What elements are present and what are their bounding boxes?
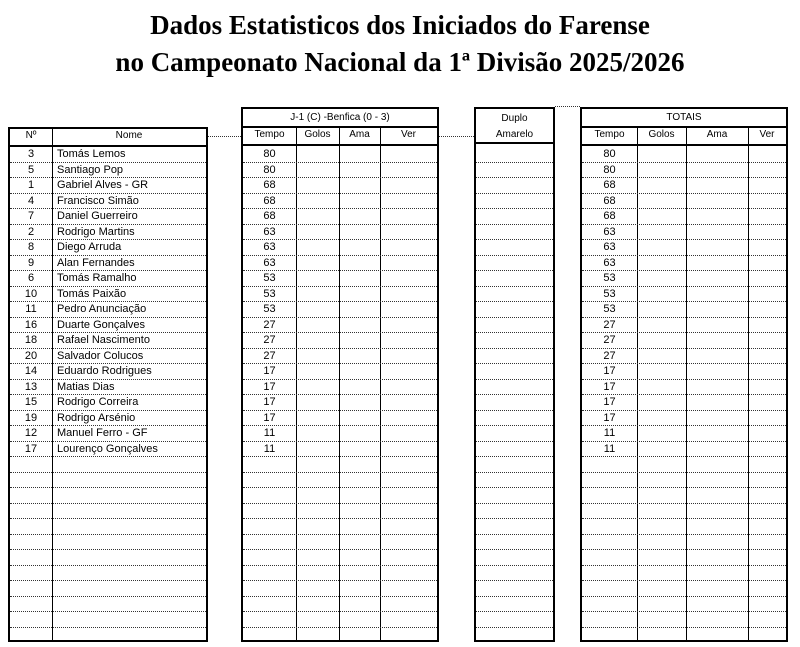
duplo-label-2: Amarelo (495, 129, 534, 140)
table-row (582, 566, 786, 582)
total-tempo-cell: 63 (603, 256, 616, 269)
total-tempo-cell: 27 (603, 334, 616, 346)
match-col-ama: Ama (349, 129, 370, 140)
table-row (10, 302, 206, 318)
player-number: 14 (24, 365, 38, 377)
player-number (10, 535, 52, 551)
player-number (10, 612, 52, 628)
total-tempo-cell: 63 (603, 241, 616, 253)
player-name: Matias Dias (57, 380, 115, 393)
table-row (10, 349, 206, 365)
table-row (582, 581, 786, 597)
table-row (582, 488, 786, 504)
table-row (582, 163, 786, 179)
match-tempo-cell: 63 (263, 241, 276, 253)
total-tempo-cell: 53 (603, 272, 616, 284)
table-row (476, 349, 553, 365)
table-row (582, 318, 786, 334)
player-number (10, 504, 52, 520)
table-row (476, 612, 553, 628)
total-tempo-cell: 11 (603, 427, 616, 439)
match-tempo-cell: 17 (263, 380, 276, 393)
player-name (57, 504, 206, 520)
table-row (10, 411, 206, 427)
table-row (10, 287, 206, 303)
table-row (243, 519, 437, 535)
table-row (10, 318, 206, 334)
table-row (476, 473, 553, 489)
col-header-num: Nº (25, 130, 37, 141)
table-row (10, 426, 206, 442)
total-tempo-cell (582, 535, 637, 551)
player-name: Gabriel Alves - GR (57, 179, 149, 191)
total-tempo-cell: 63 (603, 225, 616, 238)
table-row (243, 271, 437, 287)
player-name (57, 581, 206, 597)
table-row (10, 209, 206, 225)
totals-col-headers (582, 128, 786, 146)
table-row (243, 473, 437, 489)
table-row (582, 473, 786, 489)
duplo-label-1: Duplo (501, 113, 528, 124)
table-row (582, 225, 786, 241)
table-row (10, 256, 206, 272)
match-col-golos: Golos (304, 129, 331, 140)
table-row (476, 411, 553, 427)
table-row (243, 535, 437, 551)
table-row (582, 612, 786, 628)
table-row (243, 442, 437, 458)
player-number (10, 519, 52, 535)
player-number: 15 (24, 396, 38, 408)
player-number: 11 (25, 303, 37, 315)
total-tempo-cell (582, 457, 637, 473)
total-tempo-cell: 80 (603, 163, 616, 176)
table-row (243, 302, 437, 318)
table-row (243, 426, 437, 442)
player-name: Duarte Gonçalves (57, 318, 146, 331)
total-tempo-cell: 11 (603, 442, 616, 455)
table-row (582, 209, 786, 225)
table-row (10, 488, 206, 504)
total-tempo-cell: 17 (603, 411, 616, 424)
table-row (10, 535, 206, 551)
total-tempo-cell (582, 566, 637, 582)
table-row (476, 364, 553, 380)
table-row (476, 271, 553, 287)
table-row (10, 612, 206, 628)
table-row (243, 194, 437, 210)
table-row (476, 194, 553, 210)
player-number (10, 581, 52, 597)
total-tempo-cell: 53 (603, 303, 616, 315)
total-tempo-cell (582, 473, 637, 489)
player-number: 16 (24, 318, 38, 331)
table-row (582, 240, 786, 256)
connector (555, 106, 580, 107)
table-row (243, 287, 437, 303)
match-tempo-cell (243, 535, 296, 551)
players-table (8, 127, 208, 642)
table-row (243, 395, 437, 411)
table-row (10, 442, 206, 458)
table-row (10, 271, 206, 287)
table-row (243, 163, 437, 179)
player-number (10, 566, 52, 582)
player-number (10, 488, 52, 504)
player-number: 13 (24, 380, 38, 393)
match-tempo-cell: 63 (263, 225, 276, 238)
table-row (10, 581, 206, 597)
player-number (10, 550, 52, 566)
table-row (10, 333, 206, 349)
table-row (582, 302, 786, 318)
table-row (10, 163, 206, 179)
page-title-line2: no Campeonato Nacional da 1ª Divisão 2025/2026 (115, 47, 685, 77)
player-name: Manuel Ferro - GF (57, 427, 148, 439)
table-row (476, 163, 553, 179)
player-name: Salvador Colucos (57, 349, 144, 362)
match-tempo-cell: 53 (263, 287, 276, 300)
table-row (582, 457, 786, 473)
total-tempo-cell: 27 (603, 318, 616, 331)
player-number: 12 (24, 427, 38, 439)
player-number: 1 (27, 179, 35, 191)
table-row (476, 240, 553, 256)
total-tempo-cell (582, 612, 637, 628)
table-row (10, 147, 206, 163)
totals-col-tempo: Tempo (594, 129, 625, 140)
table-row (476, 225, 553, 241)
player-number: 17 (24, 442, 38, 455)
player-name: Daniel Guerreiro (57, 210, 138, 222)
table-row (10, 364, 206, 380)
player-name (57, 473, 206, 489)
player-name: Diego Arruda (57, 241, 122, 253)
match-tempo-cell: 17 (263, 365, 276, 377)
totals-table (580, 107, 788, 642)
match-tempo-cell: 68 (263, 179, 276, 191)
player-name: Lourenço Gonçalves (57, 442, 158, 455)
table-row (243, 225, 437, 241)
table-row (582, 271, 786, 287)
player-name (57, 488, 206, 504)
player-number: 3 (27, 148, 35, 160)
totals-col-ama: Ama (706, 129, 728, 140)
total-tempo-cell: 68 (603, 179, 616, 191)
match-tempo-cell: 27 (263, 334, 276, 346)
table-row (476, 256, 553, 272)
table-row (582, 349, 786, 365)
player-name (57, 566, 206, 582)
player-name (57, 597, 206, 613)
player-name: Santiago Pop (57, 163, 124, 176)
total-tempo-cell (582, 519, 637, 535)
player-number: 4 (27, 194, 35, 207)
table-row (10, 178, 206, 194)
player-name: Rafael Nascimento (57, 334, 150, 346)
table-row (243, 240, 437, 256)
player-number: 19 (24, 411, 38, 424)
table-row (476, 209, 553, 225)
match-tempo-cell: 27 (263, 318, 276, 331)
connector (439, 136, 474, 137)
player-number: 18 (24, 334, 38, 346)
table-row (582, 535, 786, 551)
match-tempo-cell (243, 612, 296, 628)
match-tempo-cell (243, 597, 296, 613)
player-number (10, 597, 52, 613)
match-col-tempo: Tempo (254, 129, 285, 140)
table-row (10, 380, 206, 396)
match-tempo-cell: 80 (263, 148, 276, 160)
table-row (10, 225, 206, 241)
match-tempo-cell: 68 (263, 194, 276, 207)
table-row (476, 488, 553, 504)
match-tempo-cell (243, 504, 296, 520)
match-table (241, 107, 439, 642)
match-tempo-cell: 63 (263, 256, 276, 269)
player-name (57, 612, 206, 628)
table-row (243, 318, 437, 334)
table-row (582, 550, 786, 566)
player-name (57, 457, 206, 473)
total-tempo-cell: 17 (603, 380, 616, 393)
table-row (243, 411, 437, 427)
connector (208, 136, 241, 137)
table-row (243, 333, 437, 349)
total-tempo-cell: 68 (603, 194, 616, 207)
table-row (243, 566, 437, 582)
player-name (57, 550, 206, 566)
match-tempo-cell (243, 566, 296, 582)
player-number (10, 473, 52, 489)
match-label: J-1 (C) -Benfica (0 - 3) (243, 109, 437, 128)
total-tempo-cell: 17 (603, 365, 616, 377)
player-number: 10 (24, 287, 38, 300)
match-tempo-cell (243, 550, 296, 566)
match-tempo-cell (243, 581, 296, 597)
total-tempo-cell (582, 488, 637, 504)
total-tempo-cell: 17 (603, 396, 616, 408)
table-row (476, 395, 553, 411)
player-name (57, 519, 206, 535)
match-tempo-cell: 17 (263, 396, 276, 408)
table-row (582, 395, 786, 411)
table-row (10, 504, 206, 520)
table-row (10, 457, 206, 473)
total-tempo-cell (582, 550, 637, 566)
player-name: Tomás Ramalho (57, 272, 137, 284)
totals-col-ver: Ver (759, 129, 775, 140)
table-row (582, 519, 786, 535)
player-number: 6 (27, 272, 35, 284)
match-tempo-cell: 11 (263, 442, 276, 455)
table-row (243, 364, 437, 380)
table-row (476, 318, 553, 334)
total-tempo-cell: 53 (603, 287, 616, 300)
table-row (476, 147, 553, 163)
table-row (582, 178, 786, 194)
player-name: Tomás Paixão (57, 287, 127, 300)
table-row (476, 566, 553, 582)
player-name: Pedro Anunciação (57, 303, 147, 315)
page-title-line1: Dados Estatisticos dos Iniciados do Farense (150, 10, 650, 40)
table-row (476, 178, 553, 194)
player-name: Alan Fernandes (57, 256, 135, 269)
match-tempo-cell: 11 (263, 427, 276, 439)
match-tempo-cell: 80 (263, 163, 276, 176)
table-row (243, 550, 437, 566)
duplo-header (476, 109, 553, 144)
table-row (243, 581, 437, 597)
table-row (243, 457, 437, 473)
player-name: Rodrigo Arsénio (57, 411, 136, 424)
table-row (10, 597, 206, 613)
player-name: Rodrigo Correira (57, 396, 139, 408)
table-row (243, 488, 437, 504)
player-number: 5 (27, 163, 35, 176)
total-tempo-cell: 80 (603, 148, 616, 160)
table-row (582, 364, 786, 380)
table-row (476, 581, 553, 597)
table-row (476, 426, 553, 442)
player-name: Francisco Simão (57, 194, 139, 207)
table-row (476, 380, 553, 396)
table-row (243, 504, 437, 520)
table-row (582, 411, 786, 427)
player-name: Rodrigo Martins (57, 225, 135, 238)
table-row (582, 504, 786, 520)
table-row (476, 535, 553, 551)
table-row (10, 194, 206, 210)
player-name: Eduardo Rodrigues (57, 365, 152, 377)
table-row (476, 504, 553, 520)
table-row (476, 550, 553, 566)
table-row (243, 256, 437, 272)
match-tempo-cell: 53 (263, 303, 276, 315)
player-number (10, 457, 52, 473)
player-number: 2 (27, 225, 35, 238)
table-row (243, 178, 437, 194)
duplo-amarelo-table (474, 107, 555, 642)
total-tempo-cell (582, 504, 637, 520)
totals-label: TOTAIS (582, 109, 786, 128)
table-row (582, 597, 786, 613)
totals-col-golos: Golos (648, 129, 675, 140)
table-row (582, 426, 786, 442)
table-row (476, 597, 553, 613)
match-tempo-cell (243, 519, 296, 535)
table-row (10, 473, 206, 489)
table-row (582, 442, 786, 458)
match-tempo-cell (243, 488, 296, 504)
table-row (476, 442, 553, 458)
table-row (582, 287, 786, 303)
player-number: 9 (27, 256, 35, 269)
player-number: 7 (27, 210, 35, 222)
match-col-ver: Ver (400, 129, 416, 140)
table-row (10, 566, 206, 582)
table-row (582, 147, 786, 163)
total-tempo-cell: 27 (603, 349, 616, 362)
table-row (476, 333, 553, 349)
match-tempo-cell: 17 (263, 411, 276, 424)
table-row (243, 147, 437, 163)
player-name: Tomás Lemos (57, 148, 126, 160)
table-row (10, 519, 206, 535)
table-row (582, 256, 786, 272)
table-row (243, 612, 437, 628)
table-row (582, 333, 786, 349)
match-tempo-cell: 27 (263, 349, 276, 362)
total-tempo-cell: 68 (603, 210, 616, 222)
players-table-header (10, 129, 206, 147)
table-row (582, 380, 786, 396)
table-row (243, 380, 437, 396)
table-row (476, 519, 553, 535)
table-row (243, 597, 437, 613)
col-header-name: Nome (115, 130, 143, 141)
table-row (243, 349, 437, 365)
table-row (476, 287, 553, 303)
table-row (10, 395, 206, 411)
match-tempo-cell: 53 (263, 272, 276, 284)
match-tempo-cell (243, 457, 296, 473)
table-row (10, 550, 206, 566)
match-tempo-cell (243, 473, 296, 489)
table-row (243, 209, 437, 225)
table-row (582, 194, 786, 210)
player-number: 8 (27, 241, 35, 253)
match-col-headers (243, 128, 437, 146)
player-number: 20 (24, 349, 38, 362)
match-tempo-cell: 68 (263, 210, 276, 222)
player-name (57, 535, 206, 551)
total-tempo-cell (582, 581, 637, 597)
table-row (476, 457, 553, 473)
table-row (476, 302, 553, 318)
table-row (10, 240, 206, 256)
total-tempo-cell (582, 597, 637, 613)
